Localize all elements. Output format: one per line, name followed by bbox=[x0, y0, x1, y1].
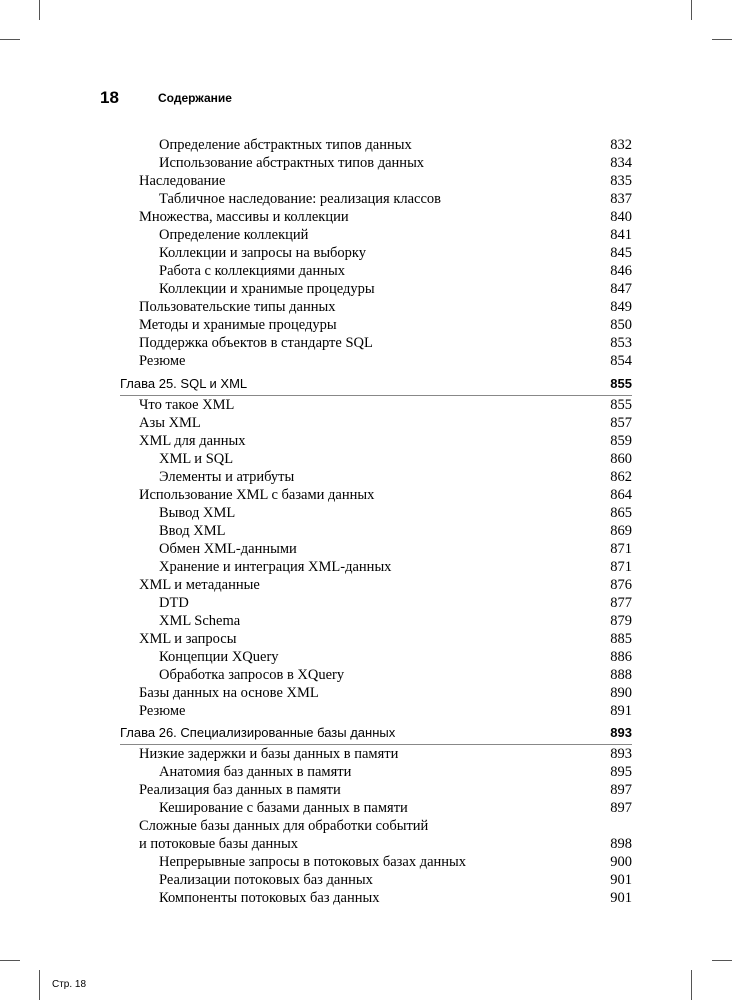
toc-entry-title: Компоненты потоковых баз данных bbox=[159, 890, 380, 906]
toc-entry bbox=[0, 450, 732, 468]
toc-entry-page: 832 bbox=[610, 137, 632, 153]
toc-entry bbox=[0, 630, 732, 648]
toc-entry bbox=[0, 817, 732, 835]
toc-entry-page: 871 bbox=[610, 559, 632, 575]
crop-mark-bottom-left-v bbox=[39, 970, 40, 1000]
crop-mark-top-left-v bbox=[39, 0, 40, 20]
toc-entry-title: Кеширование с базами данных в памяти bbox=[159, 800, 408, 816]
toc-entry-title: Низкие задержки и базы данных в памяти bbox=[139, 746, 399, 762]
toc-entry-title: Пользовательские типы данных bbox=[139, 299, 336, 315]
toc-entry-title: Множества, массивы и коллекции bbox=[139, 209, 349, 225]
toc-entry-page: 864 bbox=[610, 487, 632, 503]
toc-entry-title: Поддержка объектов в стандарте SQL bbox=[139, 335, 373, 351]
toc-entry-page: 888 bbox=[610, 667, 632, 683]
toc-entry bbox=[0, 666, 732, 684]
toc-entry bbox=[0, 540, 732, 558]
toc-entry-page: 845 bbox=[610, 245, 632, 261]
toc-entry bbox=[0, 432, 732, 450]
toc-entry-title: Табличное наследование: реализация классов bbox=[159, 191, 442, 207]
toc-entry-page: 897 bbox=[610, 800, 632, 816]
toc-entry-page: 886 bbox=[610, 649, 632, 665]
toc-entry bbox=[0, 154, 732, 172]
toc-entry-title: Сложные базы данных для обработки событий bbox=[139, 818, 429, 834]
crop-mark-bottom-left-h bbox=[0, 960, 20, 961]
toc-entry-title: Базы данных на основе XML bbox=[139, 685, 319, 701]
toc-entry-page: 893 bbox=[610, 725, 632, 740]
crop-mark-bottom-right-v bbox=[691, 970, 692, 1000]
toc-entry-title: Ввод XML bbox=[159, 523, 226, 539]
toc-entry bbox=[0, 396, 732, 414]
toc-entry bbox=[0, 763, 732, 781]
toc-entry bbox=[0, 702, 732, 720]
toc-entry-page: 879 bbox=[610, 613, 632, 629]
toc-entry-page: 837 bbox=[610, 191, 632, 207]
toc-entry-page: 901 bbox=[610, 890, 632, 906]
toc-entry-page: 860 bbox=[610, 451, 632, 467]
toc-entry-page: 834 bbox=[610, 155, 632, 171]
toc-entry-title: Резюме bbox=[139, 703, 186, 719]
toc-entry-page: 847 bbox=[610, 281, 632, 297]
toc-entry-title: Определение абстрактных типов данных bbox=[159, 137, 412, 153]
toc-entry-title: XML и SQL bbox=[159, 451, 234, 467]
toc-entry-title: Обмен XML-данными bbox=[159, 541, 297, 557]
crop-mark-top-left-h bbox=[0, 39, 20, 40]
toc-entry bbox=[0, 522, 732, 540]
toc-entry-page: 900 bbox=[610, 854, 632, 870]
toc-entry-page: 840 bbox=[610, 209, 632, 225]
crop-mark-bottom-right-h bbox=[712, 960, 732, 961]
toc-entry-title: Хранение и интеграция XML-данных bbox=[159, 559, 392, 575]
toc-entry-title: XML для данных bbox=[139, 433, 246, 449]
toc-entry-title: Методы и хранимые процедуры bbox=[139, 317, 337, 333]
toc-entry bbox=[0, 190, 732, 208]
toc-entry-page: 897 bbox=[610, 782, 632, 798]
toc-entry-title: Использование абстрактных типов данных bbox=[159, 155, 425, 171]
toc-entry-title: Определение коллекций bbox=[159, 227, 309, 243]
toc-entry-page: 859 bbox=[610, 433, 632, 449]
toc-entry bbox=[0, 889, 732, 907]
toc-entry bbox=[0, 280, 732, 298]
toc-entry-page: 876 bbox=[610, 577, 632, 593]
toc-entry-title: DTD bbox=[159, 595, 189, 611]
toc-entry-title: XML и запросы bbox=[139, 631, 237, 647]
toc-entry-page: 871 bbox=[610, 541, 632, 557]
toc-entry-page: 898 bbox=[610, 836, 632, 852]
crop-mark-top-right-v bbox=[691, 0, 692, 20]
toc-entry bbox=[0, 648, 732, 666]
toc-entry bbox=[0, 576, 732, 594]
toc-entry bbox=[0, 745, 732, 763]
toc-entry-title: Резюме bbox=[139, 353, 186, 369]
toc-entry-page: 895 bbox=[610, 764, 632, 780]
toc-entry-title: Элементы и атрибуты bbox=[159, 469, 295, 485]
toc-entry bbox=[0, 262, 732, 280]
toc-entry-title: Реализации потоковых баз данных bbox=[159, 872, 373, 888]
toc-entry bbox=[0, 486, 732, 504]
toc-entry bbox=[0, 853, 732, 871]
toc-entry-title: Глава 25. SQL и XML bbox=[120, 376, 248, 391]
running-head-title: Содержание bbox=[158, 91, 232, 105]
toc-entry-page: 854 bbox=[610, 353, 632, 369]
toc-entry-title: и потоковые базы данных bbox=[139, 836, 299, 852]
toc-entry bbox=[0, 684, 732, 702]
page-number: 18 bbox=[100, 88, 119, 107]
toc-entry-title: XML Schema bbox=[159, 613, 241, 629]
toc-entry-title: Коллекции и запросы на выборку bbox=[159, 245, 367, 261]
toc-entry-title: Вывод XML bbox=[159, 505, 236, 521]
toc-entry-page: 893 bbox=[610, 746, 632, 762]
toc-entry-page: 841 bbox=[610, 227, 632, 243]
toc-entry bbox=[0, 226, 732, 244]
toc-entry bbox=[0, 136, 732, 154]
toc-entry bbox=[0, 172, 732, 190]
toc-entry-title: Наследование bbox=[139, 173, 226, 189]
toc-entry-page: 850 bbox=[610, 317, 632, 333]
toc-entry bbox=[0, 504, 732, 522]
toc-entry-title: Работа с коллекциями данных bbox=[159, 263, 345, 279]
toc-entry-page: 869 bbox=[610, 523, 632, 539]
toc-entry bbox=[0, 835, 732, 853]
toc-entry-title: Глава 26. Специализированные базы данных bbox=[120, 725, 396, 740]
toc-entry-page: 855 bbox=[610, 397, 632, 413]
toc-entry-title: Азы XML bbox=[139, 415, 201, 431]
toc-entry bbox=[0, 781, 732, 799]
toc-entry bbox=[0, 316, 732, 334]
toc-entry bbox=[0, 558, 732, 576]
toc-entry bbox=[0, 244, 732, 262]
toc-entry-title: Обработка запросов в XQuery bbox=[159, 667, 345, 683]
toc-entry-page: 846 bbox=[610, 263, 632, 279]
toc-entry-page: 891 bbox=[610, 703, 632, 719]
toc-entry-title: XML и метаданные bbox=[139, 577, 260, 593]
toc-entry bbox=[0, 334, 732, 352]
toc-entry-page: 885 bbox=[610, 631, 632, 647]
toc-entry bbox=[0, 414, 732, 432]
toc-entry bbox=[0, 468, 732, 486]
footer-page-label: Стр. 18 bbox=[52, 979, 87, 990]
toc-entry-page: 835 bbox=[610, 173, 632, 189]
toc-entry-page: 865 bbox=[610, 505, 632, 521]
crop-mark-top-right-h bbox=[712, 39, 732, 40]
toc-entry bbox=[0, 612, 732, 630]
toc-entry-title: Реализация баз данных в памяти bbox=[139, 782, 341, 798]
toc-entry bbox=[0, 799, 732, 817]
toc-entry-page: 901 bbox=[610, 872, 632, 888]
toc-entry-page: 890 bbox=[610, 685, 632, 701]
toc-entry bbox=[0, 208, 732, 226]
toc-entry-page: 877 bbox=[610, 595, 632, 611]
toc-entry-title: Коллекции и хранимые процедуры bbox=[159, 281, 375, 297]
toc-entry-title: Что такое XML bbox=[139, 397, 235, 413]
toc-entry-page: 853 bbox=[610, 335, 632, 351]
toc-entry bbox=[0, 594, 732, 612]
toc-chapter-heading bbox=[0, 375, 732, 393]
toc-entry-page: 862 bbox=[610, 469, 632, 485]
toc-entry-page: 849 bbox=[610, 299, 632, 315]
toc-entry-page: 855 bbox=[610, 376, 632, 391]
toc-entry bbox=[0, 352, 732, 370]
toc-chapter-heading bbox=[0, 724, 732, 742]
toc-entry bbox=[0, 298, 732, 316]
toc-entry-title: Непрерывные запросы в потоковых базах данных bbox=[159, 854, 467, 870]
toc-entry bbox=[0, 871, 732, 889]
toc-entry-page: 857 bbox=[610, 415, 632, 431]
toc-entry-title: Анатомия баз данных в памяти bbox=[159, 764, 352, 780]
toc-entry-title: Использование XML с базами данных bbox=[139, 487, 375, 503]
toc-entry-title: Концепции XQuery bbox=[159, 649, 279, 665]
